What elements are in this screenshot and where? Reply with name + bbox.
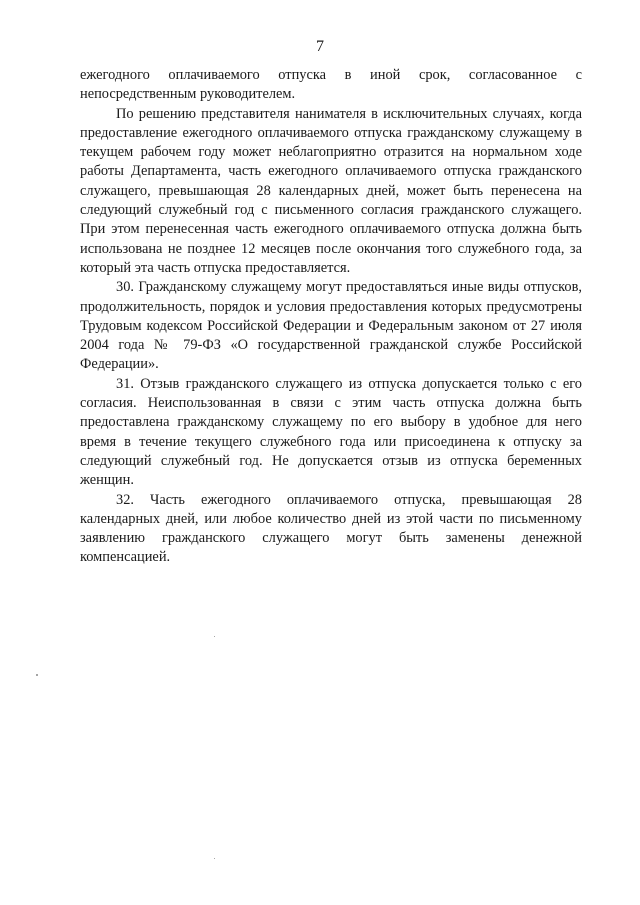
paragraph-31: 31. Отзыв гражданского служащего из отпуска допускается только с его согласия. Неиспользованная в связи с этим часть отпуска должна быть предоставлена гражданскому служащему по его выбору в удобное для него время в течение текущего служебного года или присоединена к отпуску за следующий служебный год. Не допускается отзыв из отпуска беременных женщин. <box>80 375 582 489</box>
paragraph-30: 30. Гражданскому служащему могут предоставляться иные виды отпусков, продолжительность, порядок и условия предоставления которых предусмотрены Трудовым кодексом Российской Федерации и Федеральным законом от 27 июля 2004 года № 79-ФЗ «О государственной гражданской службе Российской Федерации». <box>80 279 582 373</box>
scan-speck <box>214 636 215 637</box>
paragraph-vacation-transfer: По решению представителя нанимателя в исключительных случаях, когда предоставление ежегодного оплачиваемого отпуска гражданскому служащему в текущем рабочем году может неблагоприятно отразится на нормальном ходе работы Департамента, часть ежегодного оплачиваемого отпуска гражданского служащего, превышающая 28 календарных дней, может быть перенесена на следующий служебный год с письменного согласия гражданского служащего. При этом перенесенная часть ежегодного оплачиваемого отпуска должна быть использована не позднее 12 месяцев после окончания того служебного года, за который эта часть отпуска предоставляется. <box>80 105 582 276</box>
scan-speck <box>214 858 215 859</box>
document-body <box>80 66 582 568</box>
page-number: 7 <box>316 38 324 55</box>
scan-speck <box>36 674 38 676</box>
paragraph-continuation: ежегодного оплачиваемого отпуска в иной срок, согласованное с непосредственным руководителем. <box>80 67 582 103</box>
paragraph-32: 32. Часть ежегодного оплачиваемого отпуска, превышающая 28 календарных дней, или любое количество дней из этой части по письменному заявлению гражданского служащего могут быть заменены денежной компенсацией. <box>80 491 582 566</box>
